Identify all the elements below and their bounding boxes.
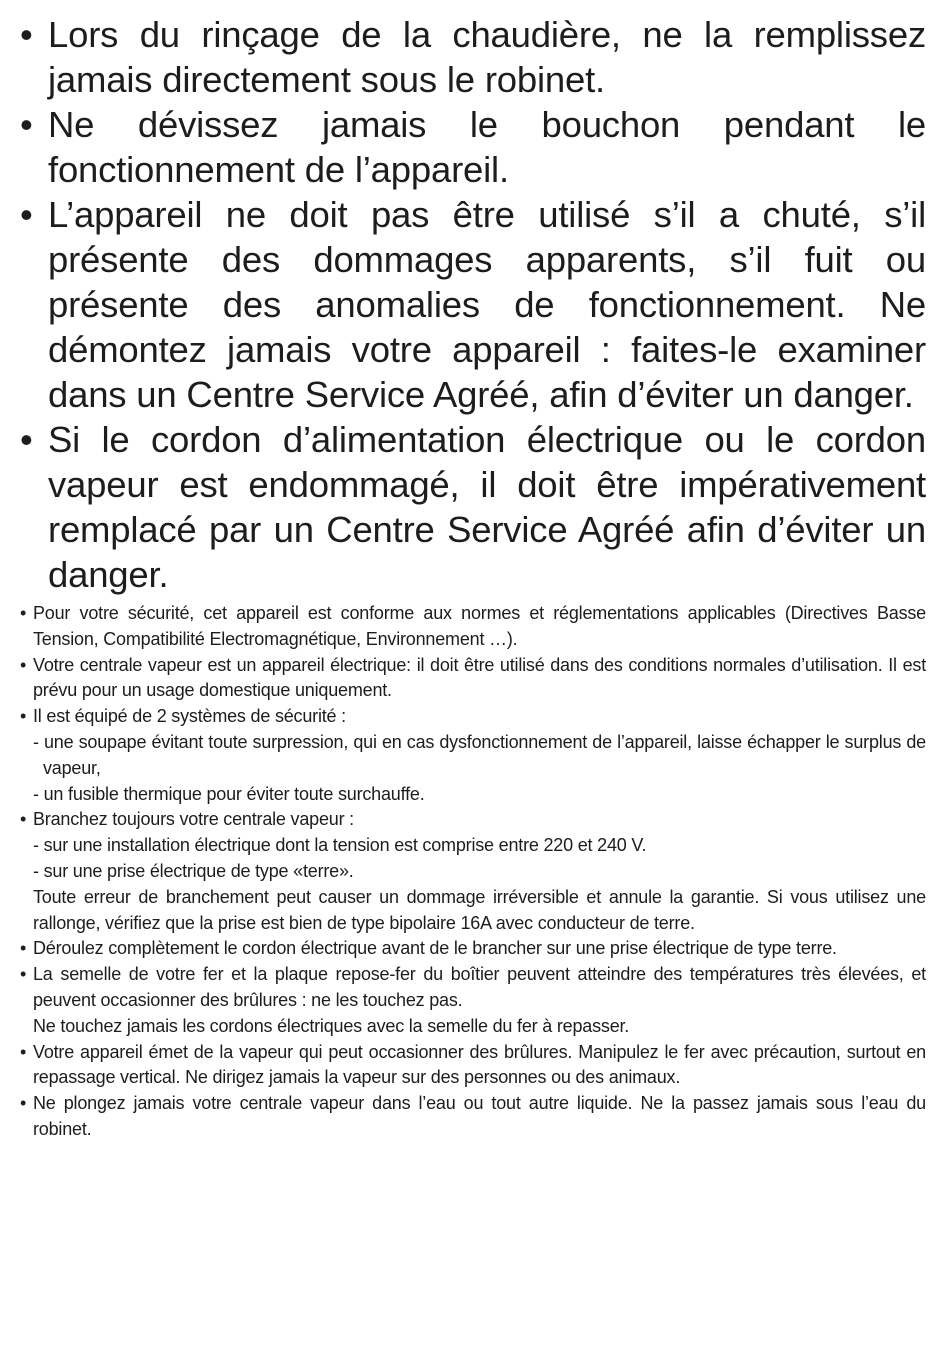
safety-item-text: Il est équipé de 2 systèmes de sécurité : — [33, 706, 346, 727]
safety-items-list — [20, 601, 926, 1143]
safety-item-note: Ne touchez jamais les cordons électriques avec la semelle du fer à repasser. — [33, 1015, 630, 1036]
safety-item — [20, 704, 926, 807]
safety-item-text: Votre appareil émet de la vapeur qui peut occasionner des brûlures. Manipulez le fer avec précaution, surtout en repassage vertical. Ne dirigez jamais la vapeur sur des personnes ou des animaux. — [33, 1041, 926, 1088]
safety-item — [20, 807, 926, 936]
large-warning-item — [20, 12, 926, 102]
large-warning-item — [20, 192, 926, 417]
large-warning-text: Lors du rinçage de la chaudière, ne la remplissez jamais directement sous le robinet. — [48, 14, 926, 100]
safety-instructions-page — [20, 12, 926, 1143]
large-warning-item — [20, 417, 926, 597]
safety-sub-item: - un fusible thermique pour éviter toute surchauffe. — [33, 783, 425, 804]
bullet-icon: • — [20, 419, 33, 460]
safety-sub-item: - sur une installation électrique dont la tension est comprise entre 220 et 240 V. — [33, 835, 647, 856]
bullet-icon: • — [20, 938, 27, 959]
bullet-icon: • — [20, 654, 27, 675]
safety-item-text: Déroulez complètement le cordon électrique avant de le brancher sur une prise électrique de type terre. — [33, 938, 837, 959]
safety-sub-item: - une soupape évitant toute surpression, qui en cas dysfonctionnement de l’appareil, laisse échapper le surplus de vapeur, — [33, 731, 926, 778]
safety-item — [20, 1091, 926, 1143]
safety-item — [20, 653, 926, 705]
safety-item-note: Toute erreur de branchement peut causer un dommage irréversible et annule la garantie. Si vous utilisez une rallonge, vérifiez que la prise est bien de type bipolaire 16A avec conducteur de terre. — [33, 886, 926, 933]
safety-item — [20, 601, 926, 653]
bullet-icon: • — [20, 706, 27, 727]
safety-item — [20, 936, 926, 962]
safety-item-text: Votre centrale vapeur est un appareil électrique: il doit être utilisé dans des conditions normales d’utilisation. Il est prévu pour un usage domestique uniquement. — [33, 654, 926, 701]
bullet-icon: • — [20, 104, 33, 145]
bullet-icon: • — [20, 1041, 27, 1062]
large-warning-text: Ne dévissez jamais le bouchon pendant le fonctionnement de l’appareil. — [48, 104, 926, 190]
bullet-icon: • — [20, 603, 27, 623]
bullet-icon: • — [20, 194, 33, 235]
safety-item-text: Branchez toujours votre centrale vapeur : — [33, 809, 354, 830]
safety-item-text: La semelle de votre fer et la plaque repose-fer du boîtier peuvent atteindre des températures très élevées, et peuvent occasionner des brûlures : ne les touchez pas. — [33, 964, 926, 1010]
large-warning-item — [20, 102, 926, 192]
bullet-icon: • — [20, 964, 27, 985]
bullet-icon: • — [20, 809, 27, 830]
bullet-icon: • — [20, 1093, 27, 1114]
safety-item — [20, 962, 926, 1039]
safety-sub-item: - sur une prise électrique de type «terre». — [33, 860, 354, 881]
large-warning-text: L’appareil ne doit pas être utilisé s’il a chuté, s’il présente des dommages apparents, s’il fuit ou présente des anomalies de fonctionnement. Ne démontez jamais votre appareil : faites-le examiner dans un Centre Service Agréé, afin d’éviter un danger. — [48, 194, 926, 415]
safety-item-text: Ne plongez jamais votre centrale vapeur dans l’eau ou tout autre liquide. Ne la passez jamais sous l’eau du robinet. — [33, 1093, 926, 1139]
safety-item-text: Pour votre sécurité, cet appareil est conforme aux normes et réglementations applicables (Directives Basse Tension, Compatibilité Electromagnétique, Environnement …). — [33, 603, 926, 649]
bullet-icon: • — [20, 14, 33, 55]
large-warnings-list — [20, 12, 926, 597]
safety-item — [20, 1040, 926, 1092]
large-warning-text: Si le cordon d’alimentation électrique ou le cordon vapeur est endommagé, il doit être impérativement remplacé par un Centre Service Agréé afin d’éviter un danger. — [48, 419, 926, 595]
